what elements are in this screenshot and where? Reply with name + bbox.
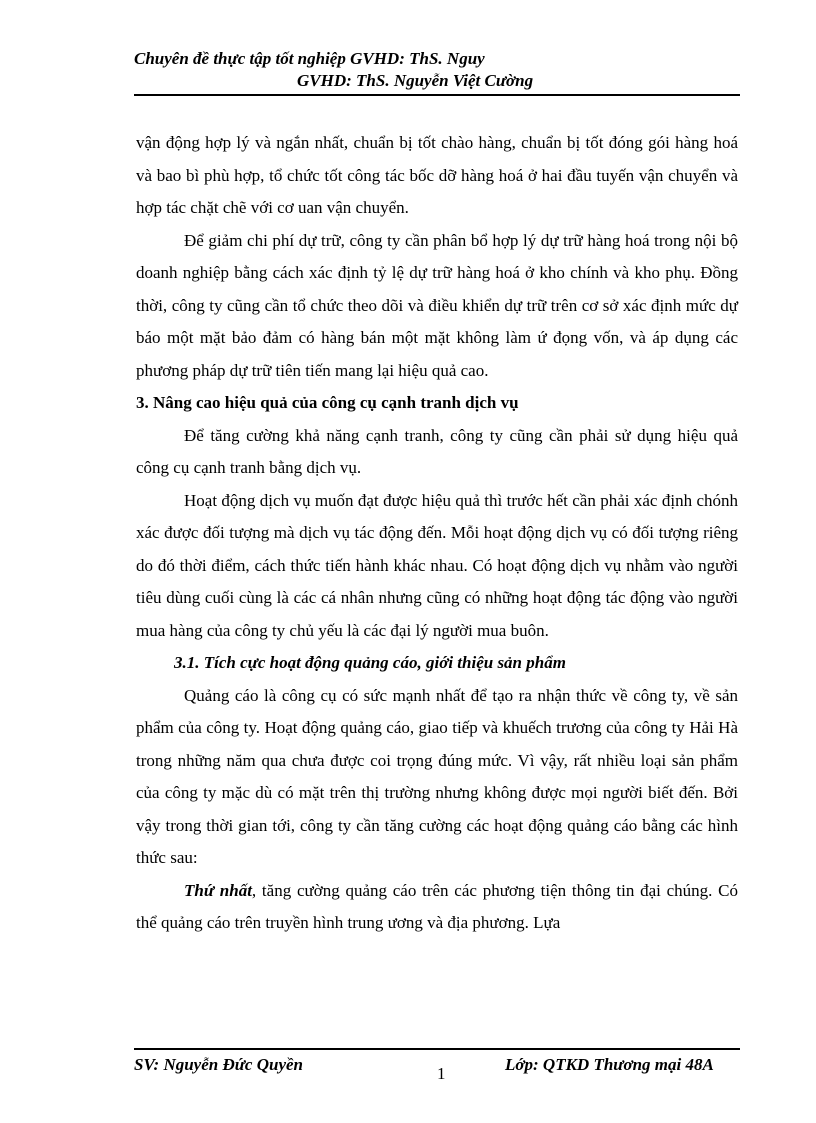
footer-class: Lớp: QTKD Thương mại 48A [505,1055,714,1074]
paragraph-6-lead: Thứ nhất [184,880,252,900]
header-line-2: GVHD: ThS. Nguyễn Việt Cường [297,71,534,90]
header-divider [134,94,740,96]
paragraph-4: Hoạt động dịch vụ muốn đạt được hiệu quả thì trước hết cần phải xác định chónh xác được đối tượng mà dịch vụ tác động đến. Mỗi hoạt động dịch vụ có đối tượng riêng do đó thời điểm, cách thức tiến hành khác nhau. Có hoạt động dịch vụ nhằm vào người tiêu dùng cuối cùng là các cá nhân nhưng cũng có những hoạt động tác động vào người mua hàng của công ty chủ yếu là các đại lý người mua buôn. [136,490,738,640]
footer-student: SV: Nguyễn Đức Quyền [134,1055,304,1074]
paragraph-6-text: , tăng cường quảng cáo trên các phương tiện thông tin đại chúng. Có thể quảng cáo trên truyền hình trung ương và địa phương. Lựa [136,880,738,932]
paragraph-3: Để tăng cường khả năng cạnh tranh, công ty cũng cần phải sử dụng hiệu quả công cụ cạnh tranh bằng dịch vụ. [136,425,738,477]
page-header [134,48,740,92]
subsection-heading-3-1: 3.1. Tích cực hoạt động quảng cáo, giới thiệu sản phẩm [174,653,566,672]
section-heading-3: 3. Nâng cao hiệu quả của công cụ cạnh tranh dịch vụ [136,393,519,412]
paragraph-1: vận động hợp lý và ngắn nhất, chuẩn bị tốt chào hàng, chuẩn bị tốt đóng gói hàng hoá và bao bì phù hợp, tổ chức tốt công tác bốc dỡ hàng hoá ở hai đầu tuyến vận chuyển và hợp tác chặt chẽ với cơ uan vận chuyển. [136,133,738,217]
paragraph-6 [136,875,738,940]
page-number: 1 [437,1064,446,1083]
paragraph-2: Để giảm chi phí dự trữ, công ty cần phân bổ hợp lý dự trữ hàng hoá trong nội bộ doanh nghiệp bằng cách xác định tỷ lệ dự trữ hàng hoá ở kho chính và kho phụ. Đồng thời, công ty cũng cần tổ chức theo dõi và điều khiển dự trữ trên cơ sở xác định mức dự báo một mặt bảo đảm có hàng bán một mặt không làm ứ đọng vốn, và áp dụng các phương pháp dự trữ tiên tiến mang lại hiệu quả cao. [136,230,738,380]
paragraph-5: Quảng cáo là công cụ có sức mạnh nhất để tạo ra nhận thức về công ty, về sản phẩm của công ty. Hoạt động quảng cáo, giao tiếp và khuếch trương của công ty Hải Hà trong những năm qua chưa được coi trọng đúng mức. Vì vậy, rất nhiều loại sản phẩm của công ty mặc dù có mặt trên thị trường nhưng không được mọi người biết đến. Bởi vậy trong thời gian tới, công ty cần tăng cường các hoạt động quảng cáo bằng các hình thức sau: [136,685,738,867]
document-body [136,127,738,940]
footer-divider [134,1048,740,1050]
header-line-1: Chuyên đề thực tập tốt nghiệp GVHD: ThS. Nguy [134,49,485,68]
